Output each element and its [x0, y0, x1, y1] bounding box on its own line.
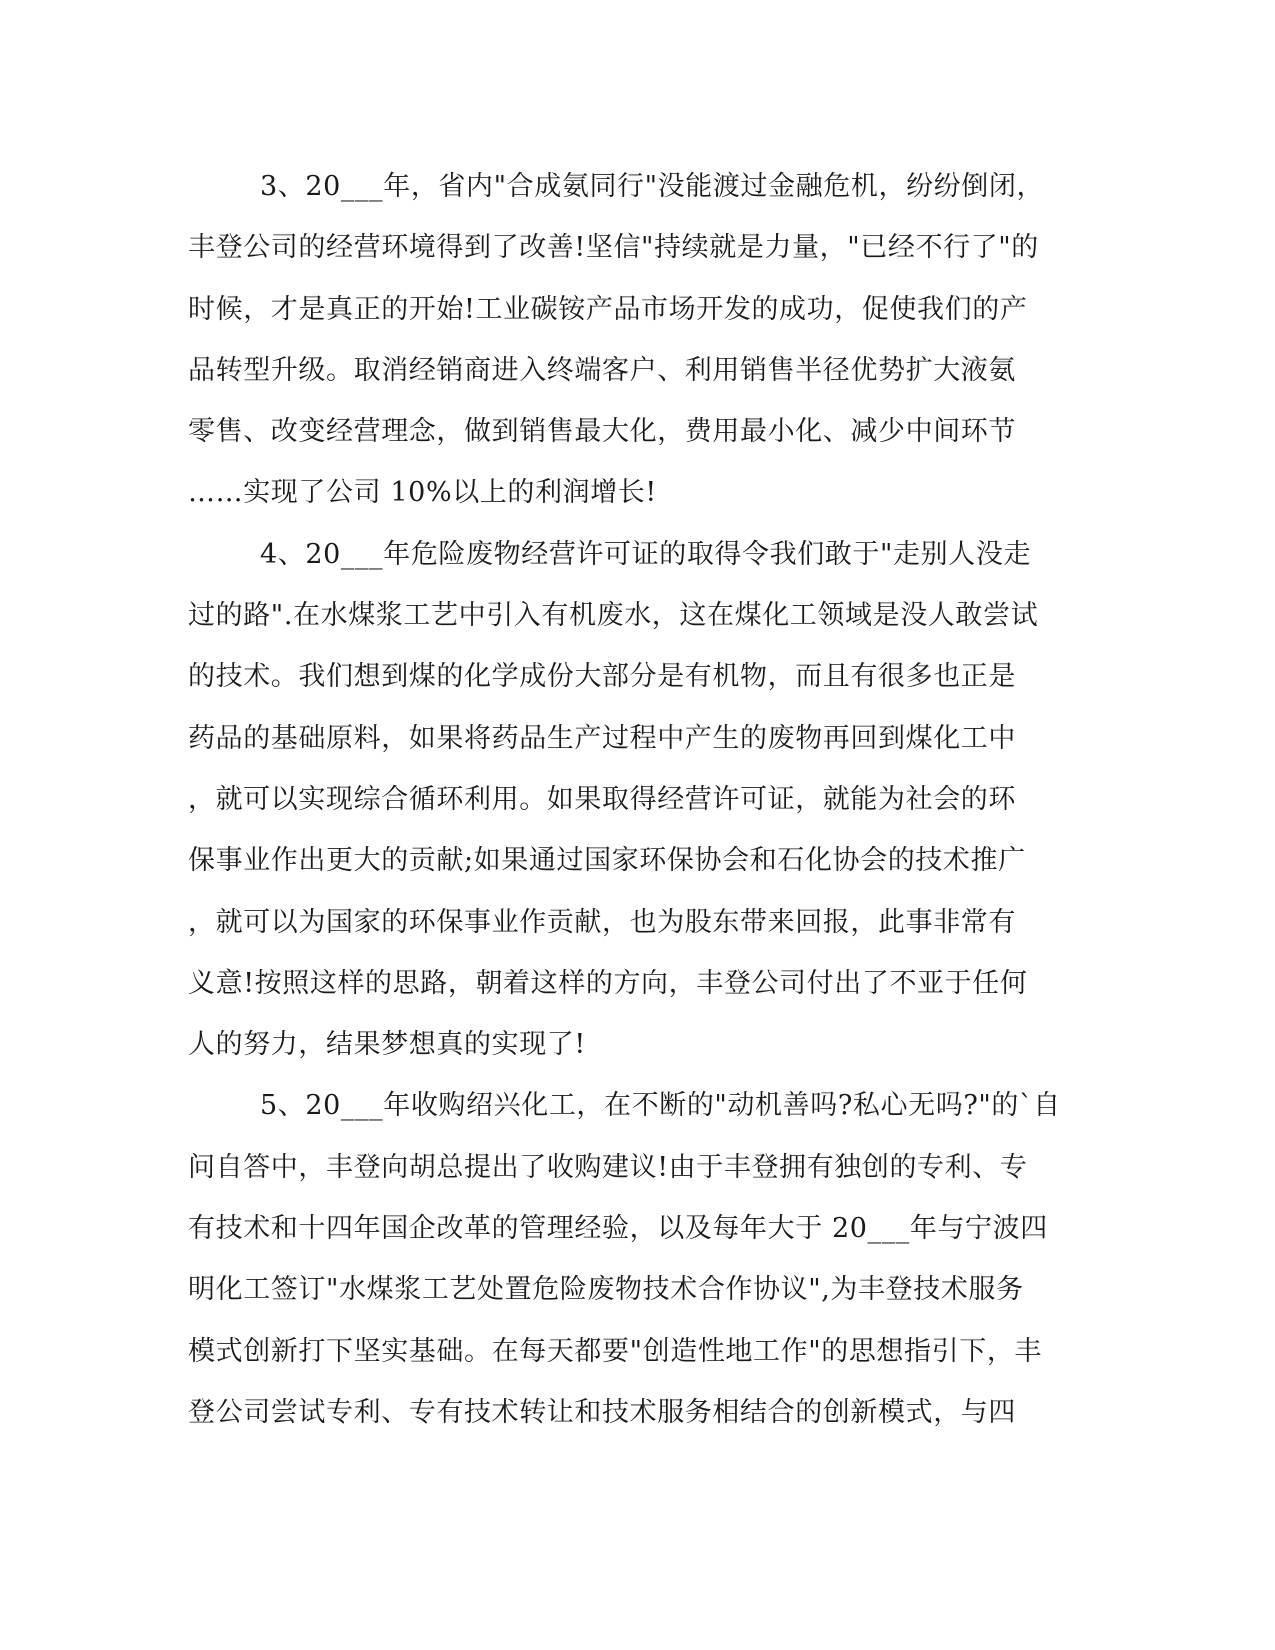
paragraph-4-line-4: 药品的基础原料，如果将药品生产过程中产生的废物再回到煤化工中: [188, 722, 1016, 754]
paragraph-5-line-5: 模式创新打下坚实基础。在每天都要"创造性地工作"的思想指引下，丰: [188, 1335, 1043, 1367]
paragraph-4-line-7: ，就可以为国家的环保事业作贡献，也为股东带来回报，此事非常有: [188, 906, 1016, 938]
paragraph-5-line-4: 明化工签订"水煤浆工艺处置危险废物技术合作协议",为丰登技术服务: [188, 1274, 1024, 1306]
paragraph-3-line-2: 丰登公司的经营环境得到了改善!坚信"持续就是力量，"已经不行了"的: [188, 232, 1039, 264]
paragraph-3-line-3: 时候，才是真正的开始!工业碳铵产品市场开发的成功，促使我们的产: [188, 293, 1028, 325]
paragraph-3-line-4: 品转型升级。取消经销商进入终端客户、利用销售半径优势扩大液氨: [188, 354, 1016, 386]
paragraph-5-line-3: 有技术和十四年国企改革的管理经验，以及每年大于 20___年与宁波四: [188, 1213, 1048, 1245]
paragraph-3-line-6: ……实现了公司 10%以上的利润增长!: [188, 477, 657, 509]
paragraph-3-line-1: 3、20___年，省内"合成氨同行"没能渡过金融危机，纷纷倒闭，: [260, 171, 1045, 202]
paragraph-4-line-5: ，就可以实现综合循环利用。如果取得经营许可证，就能为社会的环: [188, 783, 1016, 815]
paragraph-4-line-9: 人的努力，结果梦想真的实现了!: [188, 1029, 586, 1061]
document-body: [188, 156, 1088, 1443]
paragraph-5-line-6: 登公司尝试专利、专有技术转让和技术服务相结合的创新模式，与四: [188, 1396, 1016, 1428]
paragraph-3-line-5: 零售、改变经营理念，做到销售最大化，费用最小化、减少中间环节: [188, 416, 1016, 448]
paragraph-4-line-2: 过的路".在水煤浆工艺中引入有机废水，这在煤化工领域是没人敢尝试: [188, 600, 1039, 632]
paragraph-4-line-3: 的技术。我们想到煤的化学成份大部分是有机物，而且有很多也正是: [188, 661, 1016, 693]
paragraph-4-line-6: 保事业作出更大的贡献;如果通过国家环保协会和石化协会的技术推广: [188, 845, 1026, 877]
paragraph-4-line-8: 义意!按照这样的思路，朝着这样的方向，丰登公司付出了不亚于任何: [188, 967, 1028, 999]
paragraph-4-line-1: 4、20___年危险废物经营许可证的取得令我们敢于"走别人没走: [260, 538, 1032, 570]
paragraph-5-line-1: 5、20___年收购绍兴化工，在不断的"动机善吗?私心无吗?"的`自: [260, 1090, 1061, 1122]
paragraph-5-line-2: 问自答中，丰登向胡总提出了收购建议!由于丰登拥有独创的专利、专: [188, 1151, 1028, 1183]
